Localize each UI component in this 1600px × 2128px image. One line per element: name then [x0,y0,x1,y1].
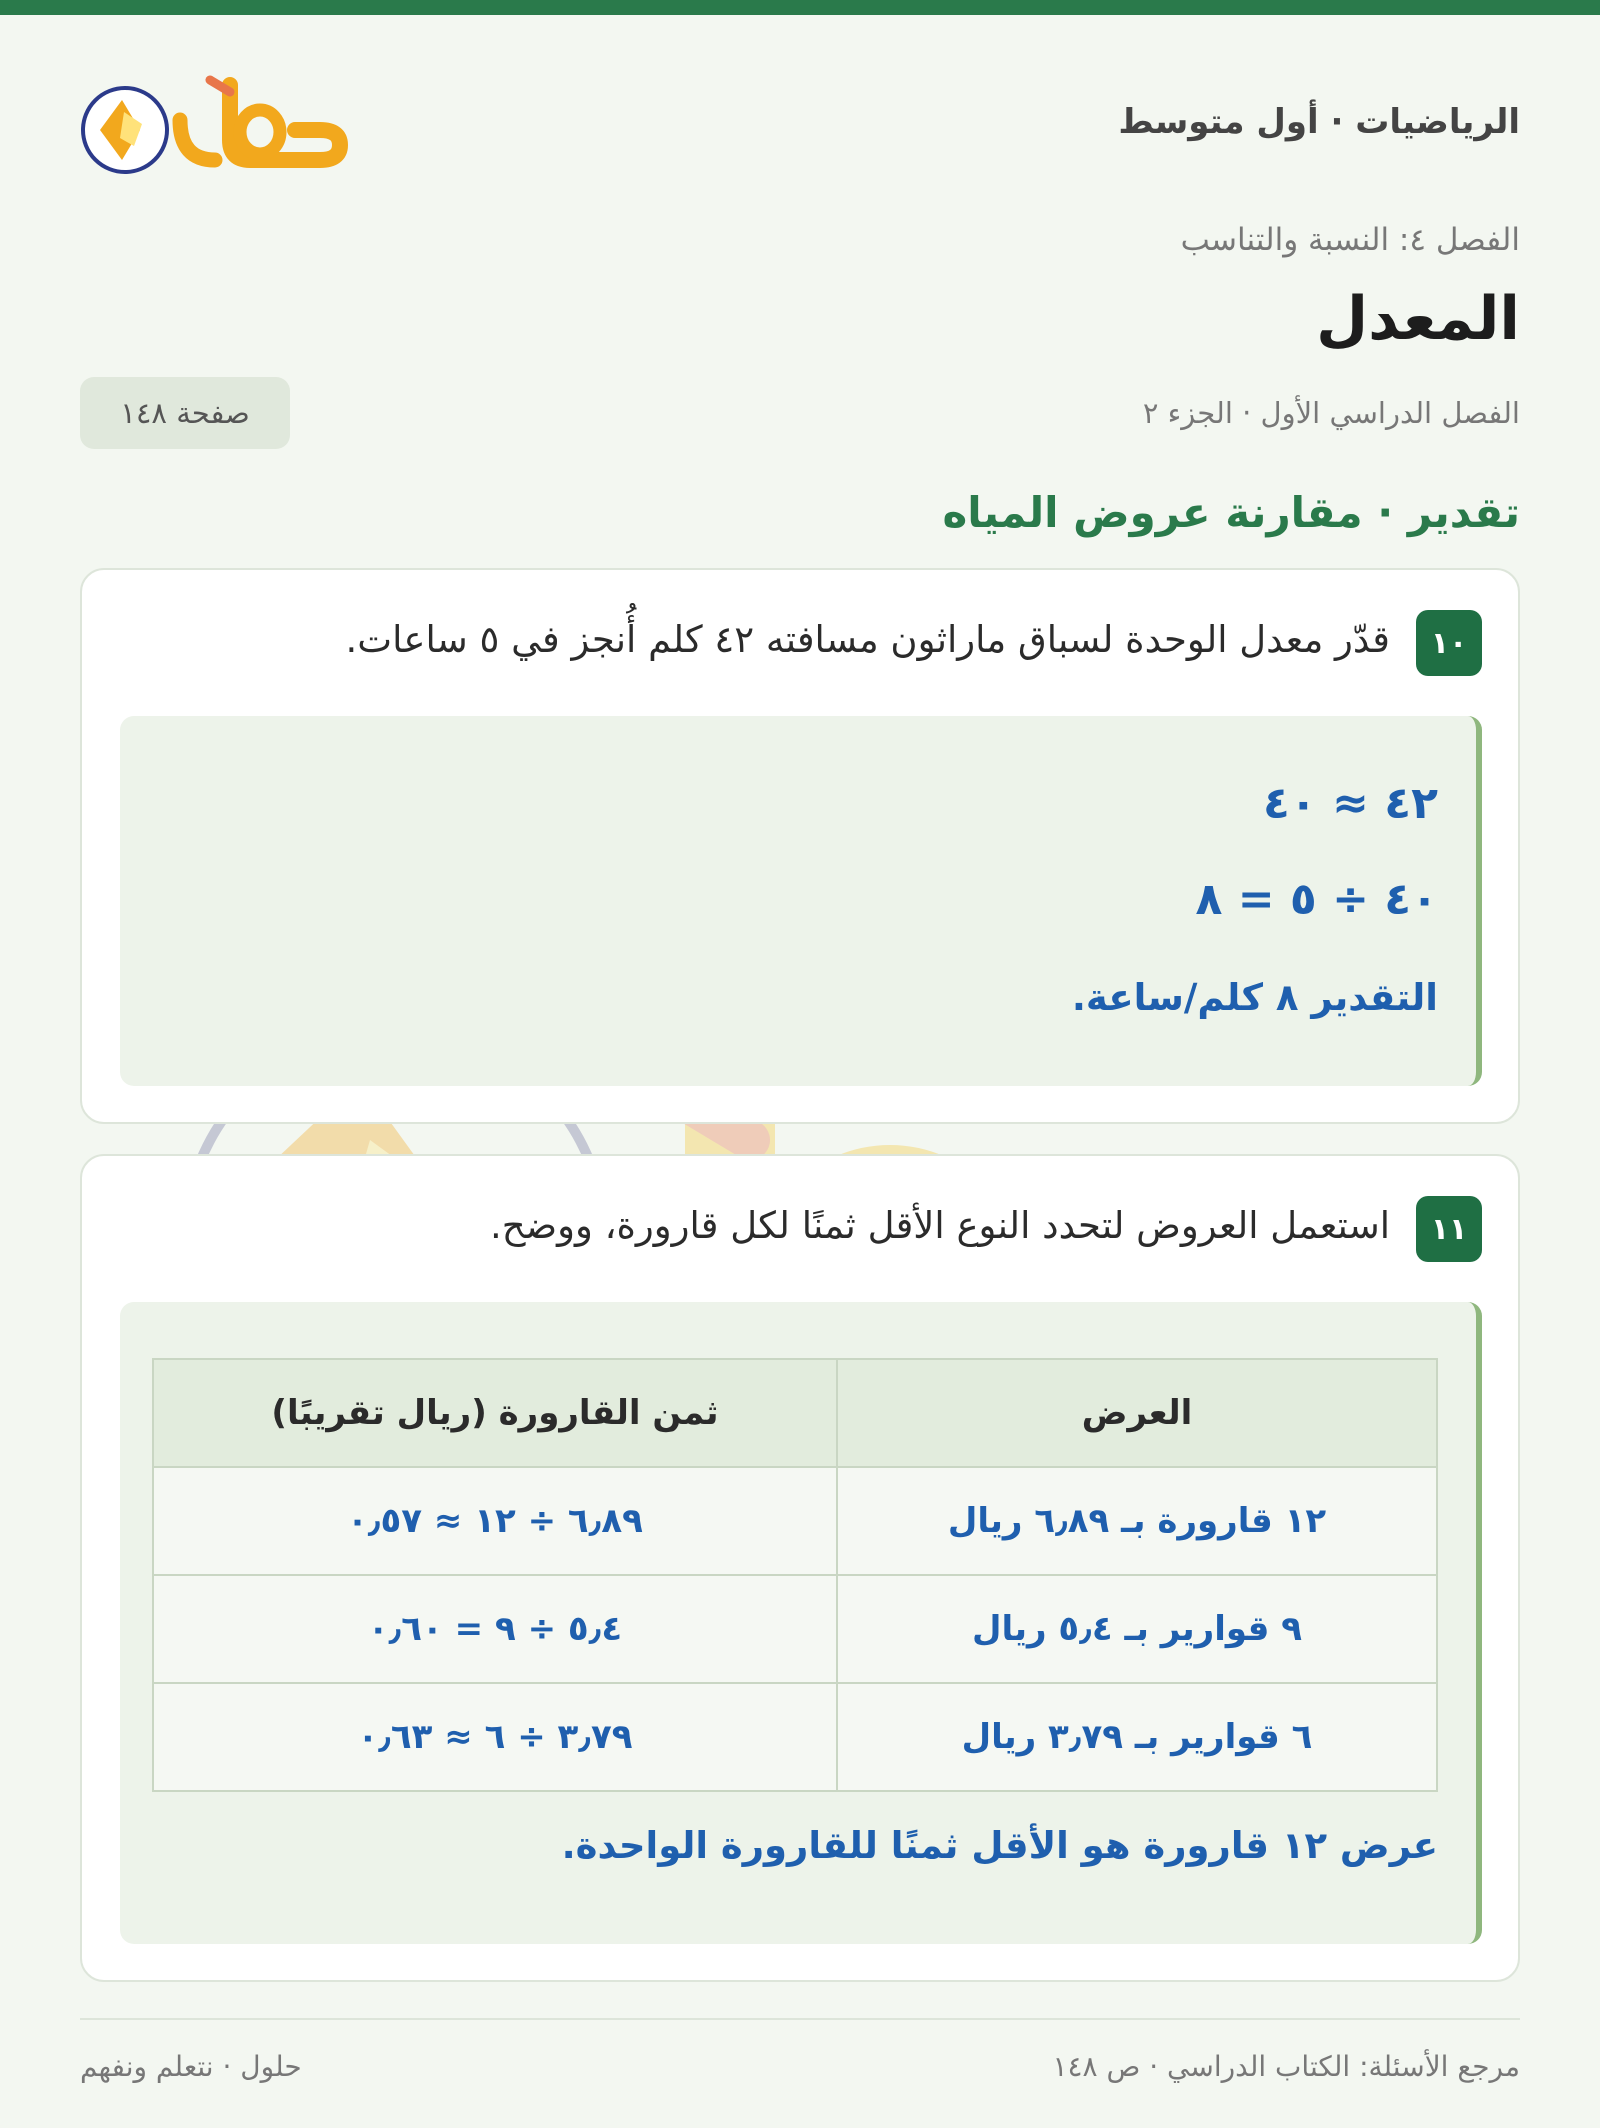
question-card-11 [80,1154,1520,1982]
table-cell-price: ٥٫٤ ÷ ٩ = ٠٫٦٠ [153,1575,837,1683]
lesson-title: المعدل [1316,284,1520,354]
table-header-row [153,1359,1437,1467]
page-badge: صفحة ١٤٨ [80,377,290,449]
top-accent-bar [0,0,1600,15]
table-header-offer: العرض [837,1359,1437,1467]
table-row [153,1467,1437,1575]
footer-divider [80,2018,1520,2020]
table-row [153,1575,1437,1683]
table-cell-offer: ٦ قوارير بـ ٣٫٧٩ ريال [837,1683,1437,1791]
answer-box [120,716,1482,1086]
answer-line: ٤٠ ÷ ٥ = ٨ [1195,874,1438,925]
breadcrumb: الرياضيات · أول متوسط [1118,102,1520,142]
offers-table [152,1358,1438,1792]
table-cell-price: ٦٫٨٩ ÷ ١٢ ≈ ٠٫٥٧ [153,1467,837,1575]
hulul-logo-icon[interactable] [80,60,360,180]
question-card-10 [80,568,1520,1124]
answer-box [120,1302,1482,1944]
answer-conclusion: عرض ١٢ قارورة هو الأقل ثمنًا للقارورة الواحدة. [561,1824,1438,1867]
question-number-badge: ١١ [1416,1196,1482,1262]
section-title: تقدير · مقارنة عروض المياه [942,488,1520,537]
table-header-price: ثمن القارورة (ريال تقريبًا) [153,1359,837,1467]
table-cell-offer: ٩ قوارير بـ ٥٫٤ ريال [837,1575,1437,1683]
chapter-label: الفصل ٤: النسبة والتناسب [1180,222,1520,258]
term-label: الفصل الدراسي الأول · الجزء ٢ [1142,396,1520,430]
footer-brand: حلول · نتعلم ونفهم [80,2050,302,2083]
table-cell-price: ٣٫٧٩ ÷ ٦ ≈ ٠٫٦٣ [153,1683,837,1791]
footer-reference: مرجع الأسئلة: الكتاب الدراسي · ص ١٤٨ [1052,2050,1520,2083]
page-header [80,60,1520,180]
question-text: استعمل العروض لتحدد النوع الأقل ثمنًا لكل قارورة، ووضح. [490,1204,1390,1247]
question-number-badge: ١٠ [1416,610,1482,676]
answer-line: التقدير ٨ كلم/ساعة. [1071,976,1438,1019]
question-text: قدّر معدل الوحدة لسباق ماراثون مسافته ٤٢ كلم أُنجز في ٥ ساعات. [345,618,1390,661]
table-row [153,1683,1437,1791]
answer-line: ٤٢ ≈ ٤٠ [1263,778,1438,829]
table-cell-offer: ١٢ قارورة بـ ٦٫٨٩ ريال [837,1467,1437,1575]
